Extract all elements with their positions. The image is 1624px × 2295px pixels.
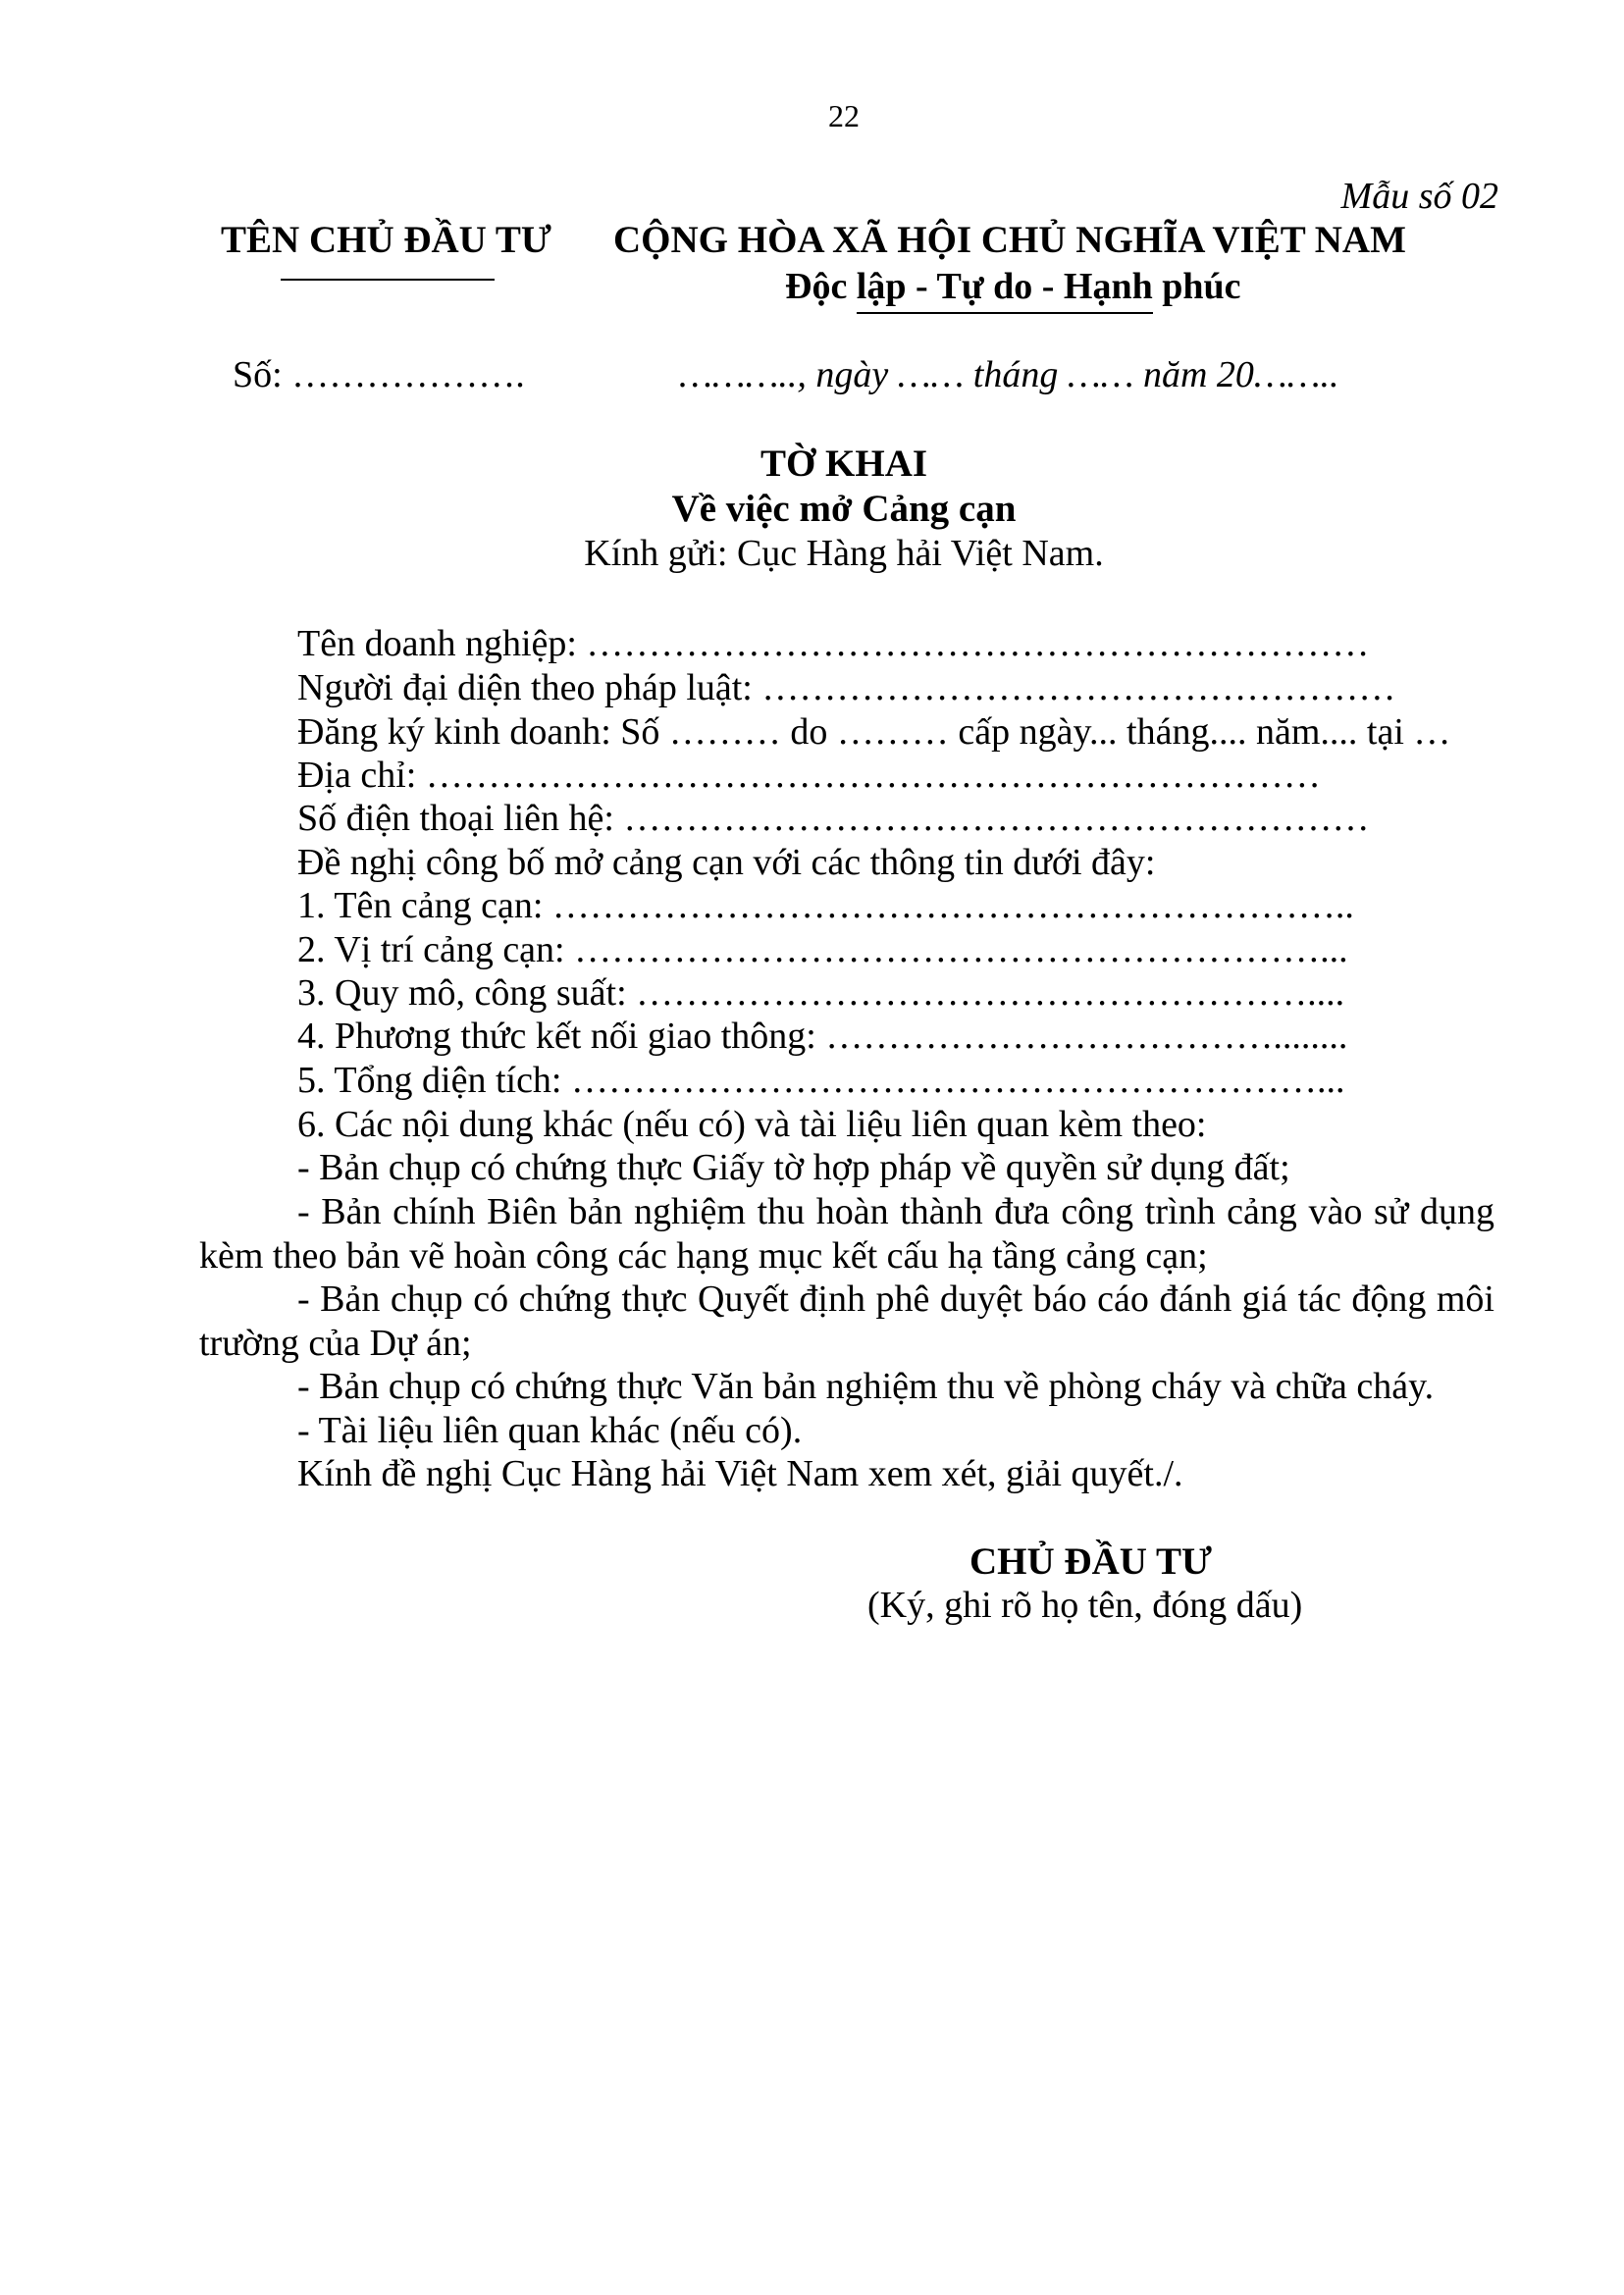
republic-header: CỘNG HÒA XÃ HỘI CHỦ NGHĨA VIỆT NAM (613, 219, 1406, 261)
motto-underline (857, 312, 1153, 314)
item-other-content: 6. Các nội dung khác (nếu có) và tài liệu liên quan kèm theo: (297, 1104, 1207, 1145)
attachment-acceptance-record: - Bản chính Biên bản nghiệm thu hoàn thành đưa công trình cảng vào sử dụng kèm theo bản vẽ hoàn công các hạng mục kết cấu hạ tầng cảng cạn; (199, 1191, 1494, 1277)
phone-field: Số điện thoại liên hệ: …………………………………………………… (297, 798, 1370, 839)
item-port-name: 1. Tên cảng cạn: ……………………………………………………….. (297, 885, 1354, 926)
item-port-location: 2. Vị trí cảng cạn: ……………………………………………………... (297, 929, 1348, 970)
form-title: TỜ KHAI (760, 443, 928, 485)
attachment-environmental-approval: - Bản chụp có chứng thực Quyết định phê duyệt báo cáo đánh giá tác động môi trường của Dự án; (199, 1278, 1494, 1364)
investor-underline (281, 279, 495, 281)
item-total-area: 5. Tổng diện tích: ……………………………………………………... (297, 1060, 1345, 1101)
document-number: Số: ………………. (233, 354, 525, 395)
signer-note: (Ký, ghi rõ họ tên, đóng dấu) (867, 1585, 1303, 1626)
request-statement: Đề nghị công bố mở cảng cạn với các thông tin dưới đây: (297, 842, 1156, 883)
page-number: 22 (828, 98, 860, 133)
investor-header: TÊN CHỦ ĐẦU TƯ (221, 219, 551, 261)
closing-request: Kính đề nghị Cục Hàng hải Việt Nam xem xét, giải quyết./. (297, 1453, 1183, 1494)
form-number: Mẫu số 02 (1340, 176, 1498, 217)
addressee: Kính gửi: Cục Hàng hải Việt Nam. (584, 533, 1104, 574)
business-registration-field: Đăng ký kinh doanh: Số ……… do ……… cấp ngày... tháng.... năm.... tại … (297, 711, 1451, 753)
signer-title: CHỦ ĐẦU TƯ (969, 1540, 1213, 1583)
motto: Độc lập - Tự do - Hạnh phúc (785, 266, 1241, 307)
form-subtitle: Về việc mở Cảng cạn (671, 488, 1017, 530)
item-scale-capacity: 3. Quy mô, công suất: ……………………………………………….... (297, 972, 1345, 1014)
attachment-fire-safety: - Bản chụp có chứng thực Văn bản nghiệm thu về phòng cháy và chữa cháy. (297, 1366, 1435, 1407)
date-line: ……….., ngày …… tháng …… năm 20…….. (679, 354, 1339, 395)
address-field: Địa chỉ: ……………………………………………………………… (297, 755, 1321, 796)
item-transport-connection: 4. Phương thức kết nối giao thông: ………………………………........ (297, 1016, 1348, 1057)
attachment-other: - Tài liệu liên quan khác (nếu có). (297, 1410, 803, 1451)
company-name-field: Tên doanh nghiệp: ……………………………………………………… (297, 623, 1370, 664)
legal-representative-field: Người đại diện theo pháp luật: …………………………………………… (297, 667, 1396, 708)
attachment-land-use: - Bản chụp có chứng thực Giấy tờ hợp pháp về quyền sử dụng đất; (297, 1147, 1290, 1188)
